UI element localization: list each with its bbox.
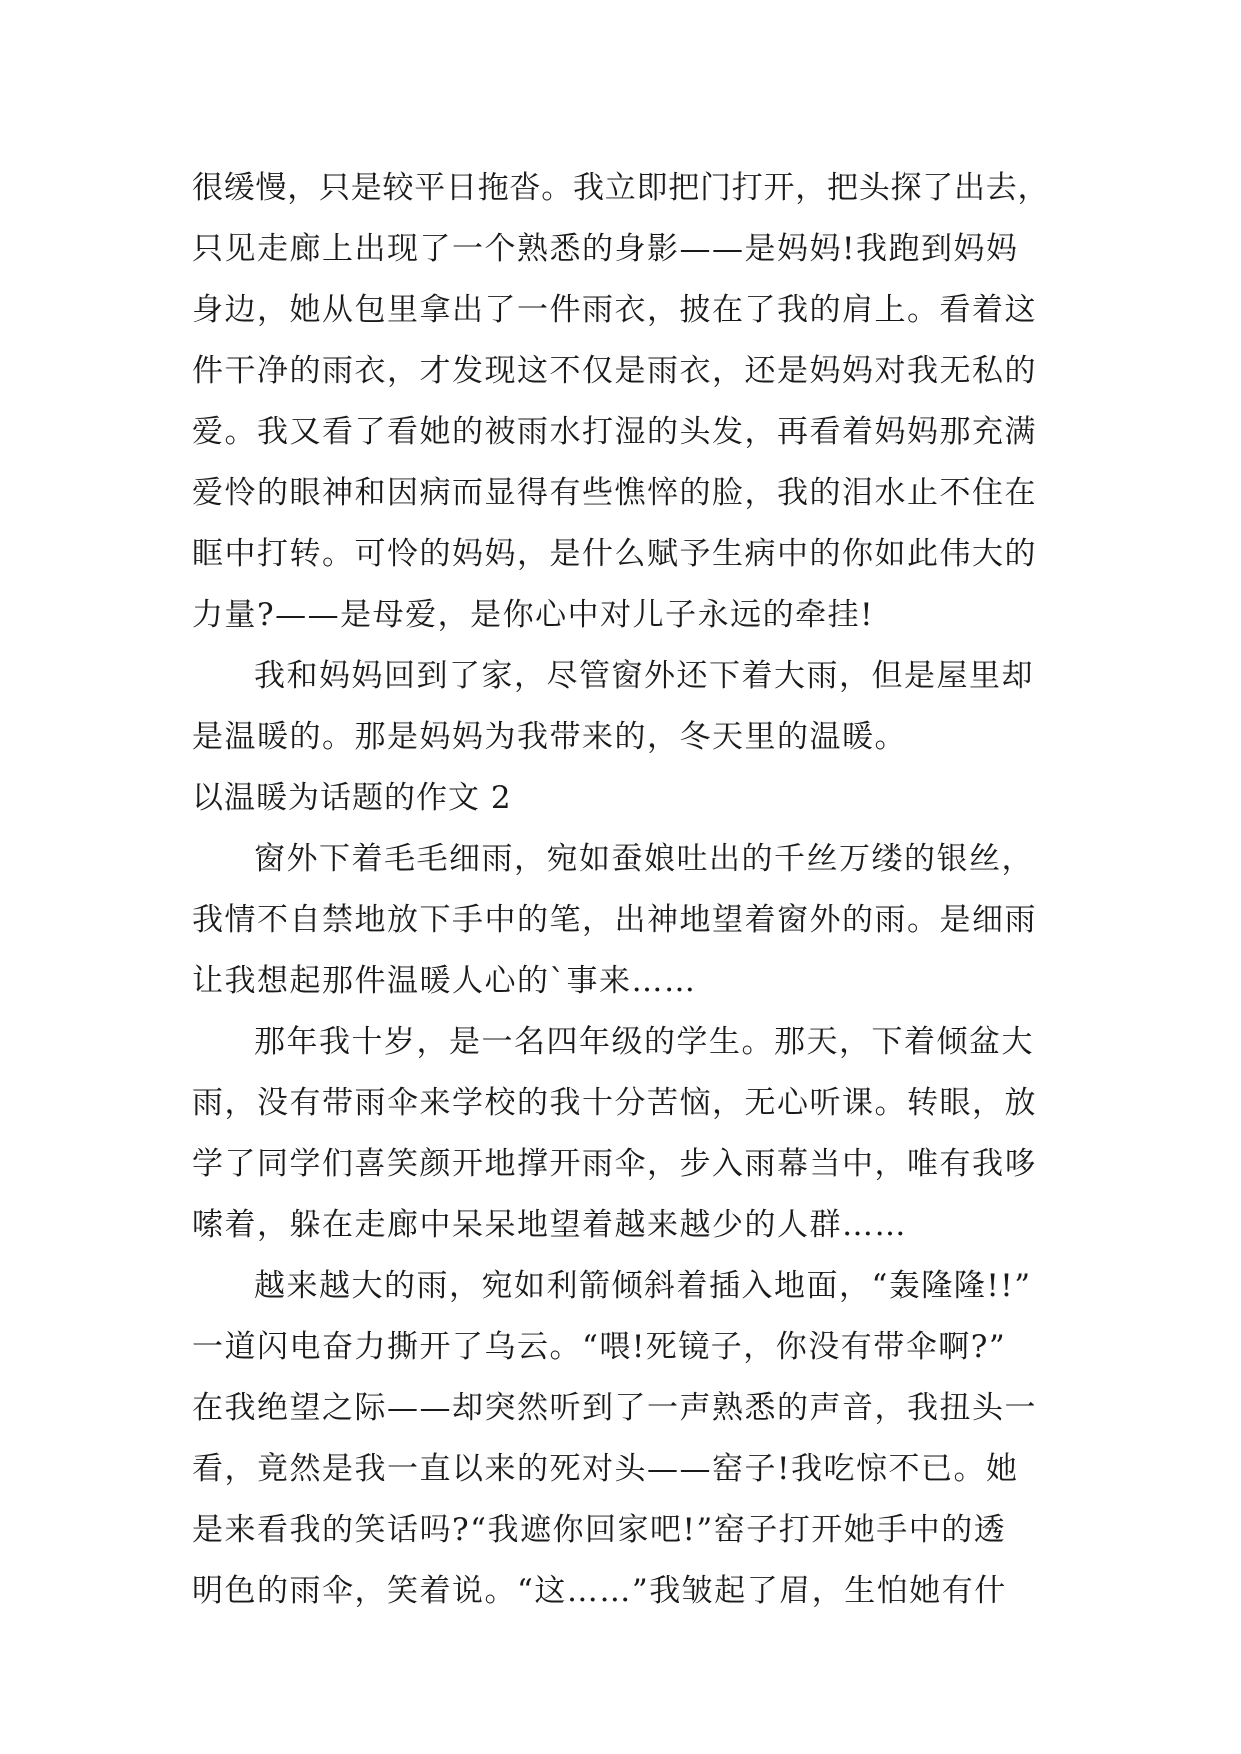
- text-line: 爱怜的眼神和因病而显得有些憔悴的脸，我的泪水止不住在: [192, 475, 1037, 511]
- text-line: 身边，她从包里拿出了一件雨衣，披在了我的肩上。看着这: [192, 292, 1037, 328]
- text-line: 力量?——是母爱，是你心中对儿子永远的牵挂!: [192, 597, 875, 633]
- text-line: 学了同学们喜笑颜开地撑开雨伞，步入雨幕当中，唯有我哆: [192, 1146, 1037, 1182]
- text-line: 让我想起那件温暖人心的`事来……: [192, 963, 697, 999]
- document-body: [192, 158, 1052, 1622]
- text-line: 很缓慢，只是较平日拖沓。我立即把门打开，把头探了出去，: [192, 170, 1050, 206]
- text-line: 眶中打转。可怜的妈妈，是什么赋予生病中的你如此伟大的: [192, 536, 1037, 572]
- text-line: 雨，没有带雨伞来学校的我十分苦恼，无心听课。转眼，放: [192, 1085, 1037, 1121]
- text-line: 件干净的雨衣，才发现这不仅是雨衣，还是妈妈对我无私的: [192, 353, 1037, 389]
- text-line: 我情不自禁地放下手中的笔，出神地望着窗外的雨。是细雨: [192, 902, 1037, 938]
- text-line: 在我绝望之际——却突然听到了一声熟悉的声音，我扭头一: [192, 1390, 1037, 1426]
- text-line: 只见走廊上出现了一个熟悉的身影——是妈妈!我跑到妈妈: [192, 231, 1019, 267]
- text-line: 那年我十岁，是一名四年级的学生。那天，下着倾盆大: [254, 1024, 1034, 1060]
- text-line: 越来越大的雨，宛如利箭倾斜着插入地面，“轰隆隆!!”: [254, 1268, 1032, 1304]
- text-line: 一道闪电奋力撕开了乌云。“喂!死镜子，你没有带伞啊?”: [192, 1329, 1007, 1365]
- text-line: 明色的雨伞，笑着说。“这……”我皱起了眉，生怕她有什: [192, 1573, 1007, 1609]
- text-line: 窗外下着毛毛细雨，宛如蚕娘吐出的千丝万缕的银丝，: [254, 841, 1034, 877]
- text-line: 爱。我又看了看她的被雨水打湿的头发，再看着妈妈那充满: [192, 414, 1037, 450]
- text-line: 看，竟然是我一直以来的死对头——窑子!我吃惊不已。她: [192, 1451, 1019, 1487]
- section-heading: 以温暖为话题的作文 2: [192, 780, 512, 816]
- text-line: 嗦着，躲在走廊中呆呆地望着越来越少的人群……: [192, 1207, 907, 1243]
- text-line: 是来看我的笑话吗?“我遮你回家吧!”窑子打开她手中的透: [192, 1512, 1007, 1548]
- text-line: 是温暖的。那是妈妈为我带来的，冬天里的温暖。: [192, 719, 907, 755]
- text-line: 我和妈妈回到了家，尽管窗外还下着大雨，但是屋里却: [254, 658, 1034, 694]
